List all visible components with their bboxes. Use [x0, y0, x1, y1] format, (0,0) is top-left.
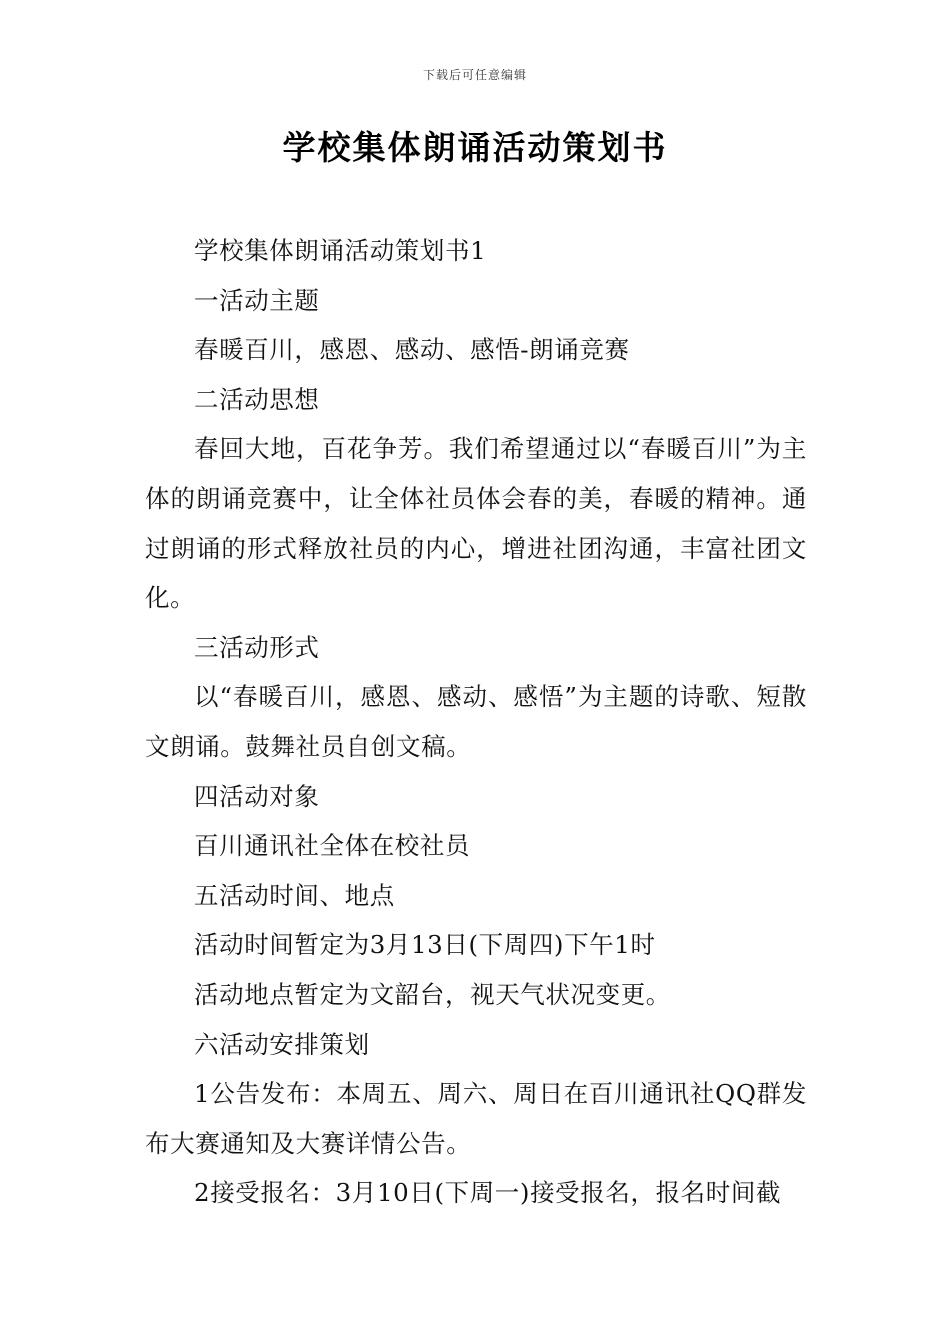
paragraph: 活动时间暂定为3月13日(下周四)下午1时	[194, 930, 656, 960]
paragraph: 春暖百川，感恩、感动、感悟-朗诵竞赛	[194, 335, 630, 365]
section-heading: 五活动时间、地点	[194, 880, 395, 910]
paragraph: 1公告发布：本周五、周六、周日在百川通讯社QQ群发布大赛通知及大赛详情公告。	[145, 1079, 807, 1158]
section-heading: 一活动主题	[194, 285, 320, 315]
paragraph: 百川通讯社全体在校社员	[194, 831, 471, 861]
paragraph: 以“春暖百川，感恩、感动、感悟”为主题的诗歌、短散文朗诵。鼓舞社员自创文稿。	[145, 682, 807, 761]
section-heading: 四活动对象	[194, 781, 320, 811]
paragraph: 春回大地，百花争芳。我们希望通过以“春暖百川”为主体的朗诵竞赛中，让全体社员体会春的美，春暖的精神。通过朗诵的形式释放社员的内心，增进社团沟通，丰富社团文化。	[145, 434, 807, 613]
document-title: 学校集体朗诵活动策划书	[282, 128, 668, 167]
section-heading: 六活动安排策划	[194, 1029, 370, 1059]
paragraph: 学校集体朗诵活动策划书1	[194, 236, 487, 265]
section-heading: 三活动形式	[194, 632, 320, 662]
document-body	[145, 226, 807, 1218]
section-heading: 二活动思想	[194, 384, 320, 414]
paragraph: 活动地点暂定为文韶台，视天气状况变更。	[194, 979, 671, 1009]
header-note: 下载后可任意编辑	[422, 68, 527, 82]
paragraph: 2接受报名：3月10日(下周一)接受报名，报名时间截	[194, 1178, 782, 1208]
